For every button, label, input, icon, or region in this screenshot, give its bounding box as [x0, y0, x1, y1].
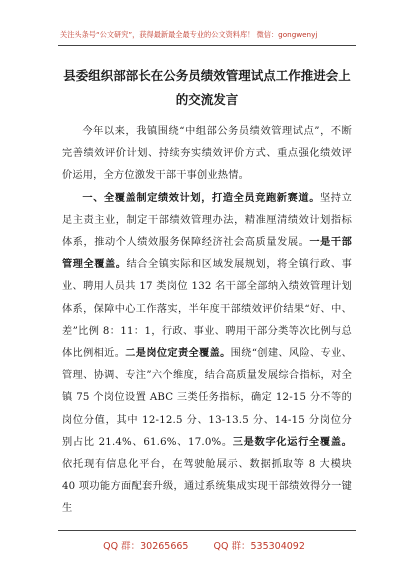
bold-heading-text: 一是干部管理全覆盖。 [62, 237, 352, 271]
document-title: 县委组织部部长在公务员绩效管理试点工作推进会上的交流发言 [63, 68, 351, 107]
header-note: 关注头条号“公文研究”，获得最新最全最专业的公文资料库！ 微信：gongwenyj [60, 30, 318, 39]
qq-group-1: QQ 群：30265665 [103, 541, 189, 552]
body-text: 坚持立足主责主业，制定干部绩效管理办法，精准厘清绩效计划指标体系，推动个人绩效服务保障经济社会高质量发展。 [62, 192, 352, 249]
body-text: 今年以来，我镇围绕“中组部公务员绩效管理试点”，不断完善绩效评价计划、持续夯实绩效评价方式、重点强化绩效评价运用，全方位激发干部干事创业热情。 [62, 126, 352, 182]
body-text: 依托现有信息化平台，在驾驶舱展示、数据抓取等 8 大模块 40 项功能方面配套升级，通过系统集成实现干部绩效得分一键生 [62, 459, 352, 515]
body-text: 围绕“创建、风险、专业、管理、协调、专注”六个维度，结合高质量发展综合指标，对全镇 75 个岗位设置 ABC 三类任务指标，确定 12-15 分不等的岗位分值，其中 12-12.5 分、13-13.5 分、14-15 分岗位分别占比 21.4%、61.6%、17.0%。 [62, 348, 353, 448]
qq-group-2: QQ 群：535304092 [213, 541, 305, 552]
footer-divider [58, 530, 356, 531]
body-text: 结合全镇实际和区域发展规划，将全镇行政、事业、聘用人员共 17 类岗位 132 名干部全部纳入绩效管理计划体系，保障中心工作落实，半年度干部绩效评价结果“好、中、差”比例 8：11：1，行政、事业、聘用干部分类等次比例与总体比例相近。 [62, 259, 352, 360]
footer [0, 538, 408, 552]
body-paragraph [62, 121, 352, 188]
bold-heading-text: 二是岗位定责全覆盖。 [125, 348, 231, 360]
header-divider [58, 45, 356, 46]
body-paragraph [62, 188, 352, 521]
bold-heading-text: 三是数字化运行全覆盖。 [232, 436, 352, 448]
bold-heading-text: 一、全覆盖制定绩效计划，打造全员竞跑新赛道。 [82, 192, 320, 204]
document-body [62, 121, 352, 521]
